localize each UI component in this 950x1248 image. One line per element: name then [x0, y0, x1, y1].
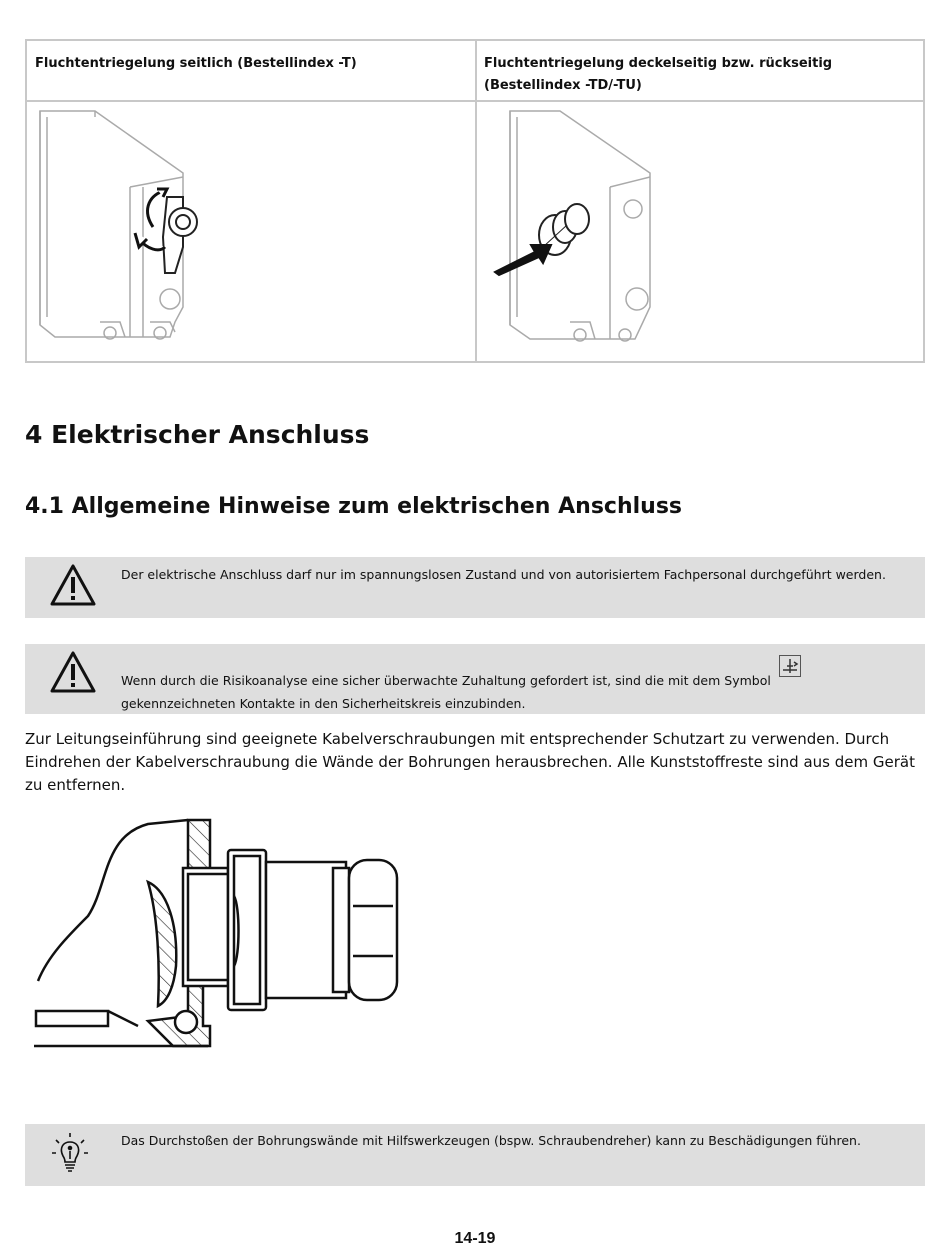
warning-triangle-icon: [49, 650, 97, 694]
warning-triangle-icon: [49, 563, 97, 607]
warning-box: [25, 644, 925, 714]
subsection-heading: 4.1 Allgemeine Hinweise zum elektrischen Anschluss: [25, 494, 683, 519]
lightbulb-icon: [51, 1132, 89, 1174]
warning-text-before: Wenn durch die Risikoanalyse eine sicher überwachte Zuhaltung gefordert ist, sind die mit dem Symbol: [121, 673, 771, 688]
cable-gland-illustration: [28, 816, 403, 1051]
cover-release-illustration: [485, 107, 685, 361]
tip-text: Das Durchstoßen der Bohrungswände mit Hilfswerkzeugen (bspw. Schraubendreher) kann zu Beschädigungen führen.: [121, 1133, 861, 1148]
warning-box: [25, 557, 925, 618]
body-paragraph: Zur Leitungseinführung sind geeignete Kabelverschraubungen mit entsprechender Schutzart zu verwenden. Durch Eindrehen der Kabelverschraubung die Wände der Bohrungen herausbrechen. Alle Kunststoffreste sind aus dem Gerät zu entfernen.: [25, 730, 915, 794]
tip-box: [25, 1124, 925, 1186]
table-header-lateral: Fluchtentriegelung seitlich (Bestellindex -T): [35, 56, 357, 71]
table-divider: [27, 100, 923, 102]
table-divider: [475, 41, 477, 361]
section-heading: 4 Elektrischer Anschluss: [25, 420, 370, 449]
warning-text: [121, 665, 921, 715]
lateral-release-illustration: [35, 107, 205, 361]
page-number: 14-19: [454, 1230, 496, 1247]
release-table: [25, 39, 925, 363]
warning-text: Der elektrische Anschluss darf nur im spannungslosen Zustand und von autorisiertem Fachpersonal durchgeführt werden.: [121, 567, 886, 582]
monitored-lock-contact-icon: [779, 655, 801, 677]
table-header-cover: Fluchtentriegelung deckelseitig bzw. rückseitig (Bestellindex -TD/-TU): [484, 56, 833, 93]
warning-text-after: gekennzeichneten Kontakte in den Sicherheitskreis einzubinden.: [121, 696, 526, 711]
